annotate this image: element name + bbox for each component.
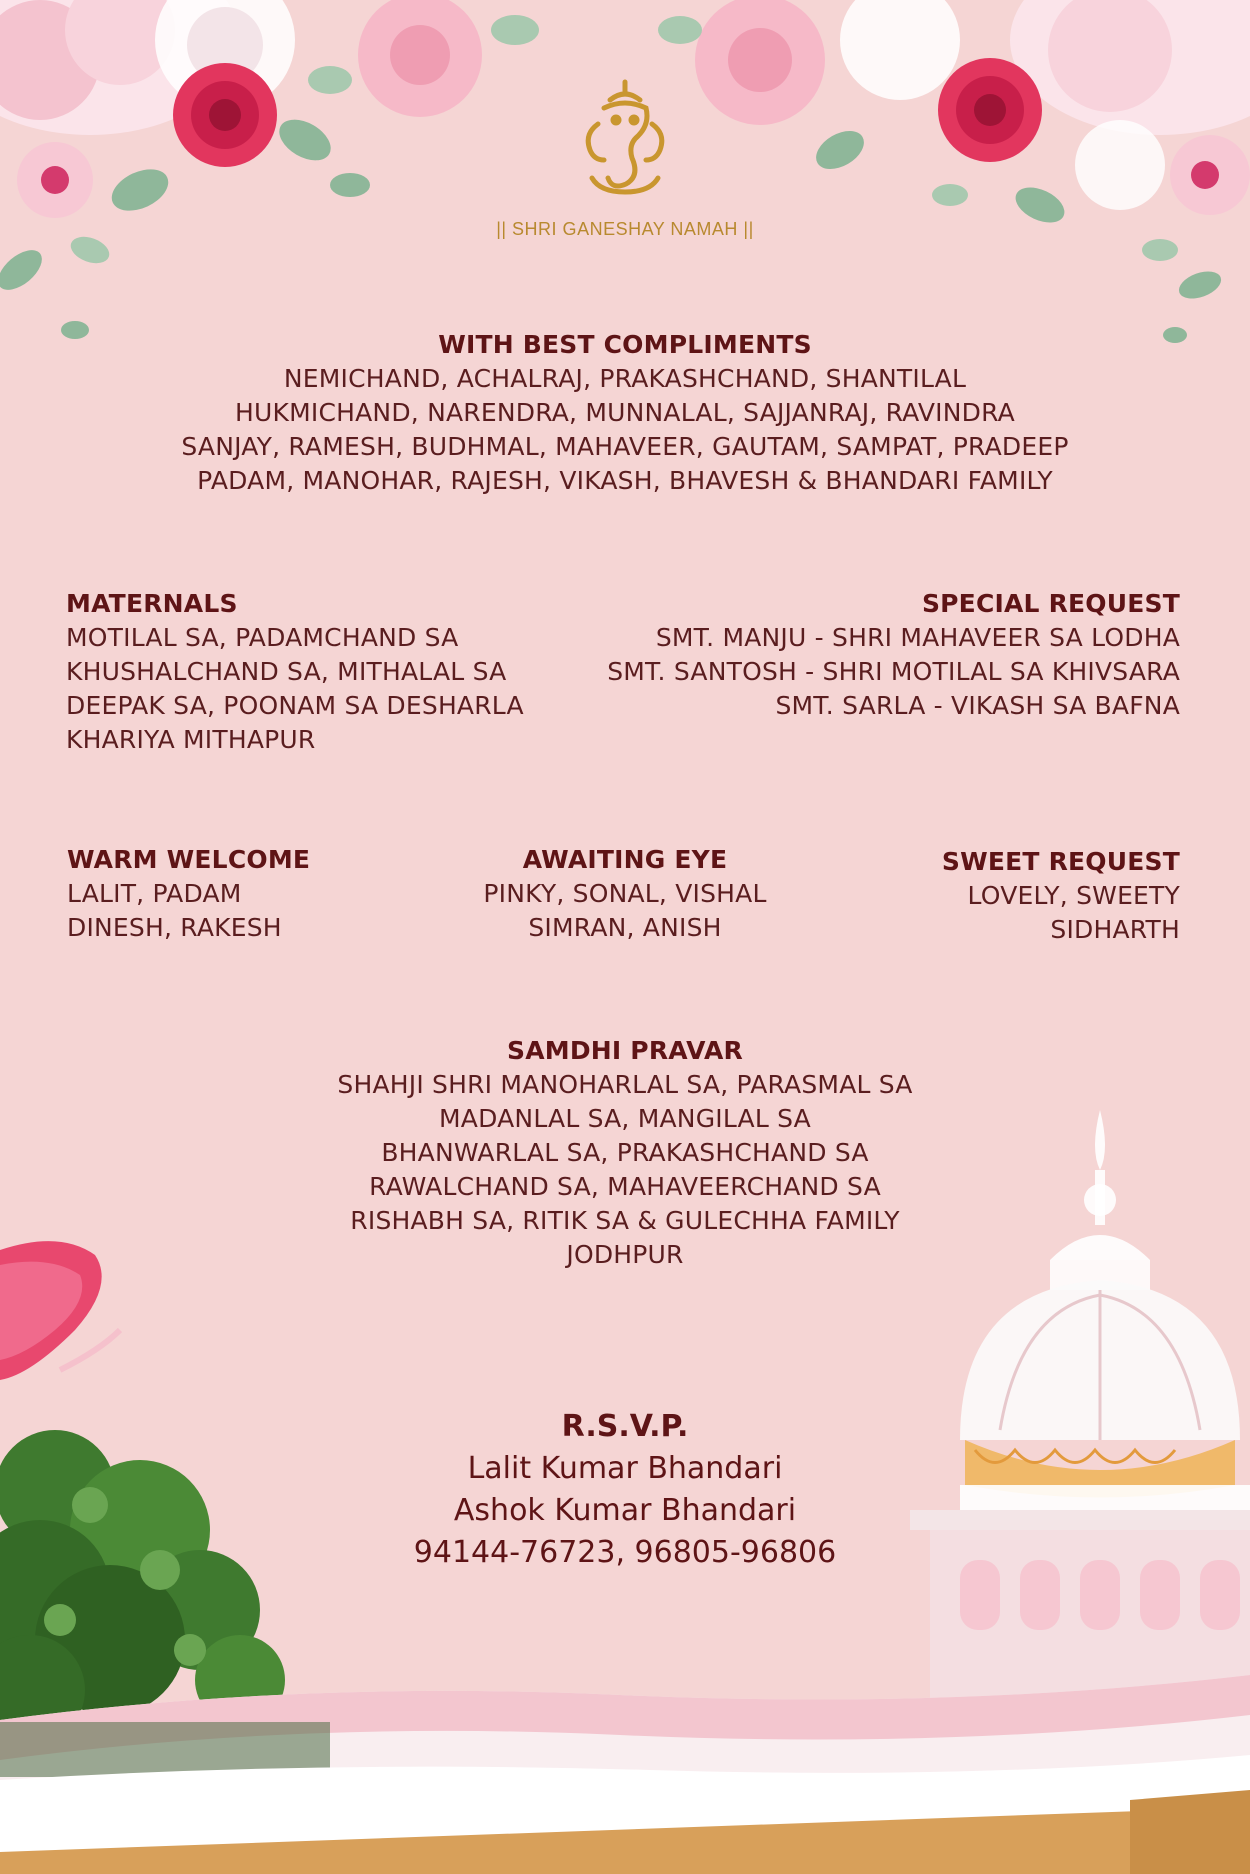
samdhi-pravar-section <box>0 1034 1250 1272</box>
special-request-line: SMT. SARLA - VIKASH SA BAFNA <box>775 691 1180 720</box>
special-request-line: SMT. SANTOSH - SHRI MOTILAL SA KHIVSARA <box>607 657 1180 686</box>
awaiting-eye-line: PINKY, SONAL, VISHAL <box>483 879 767 908</box>
special-request-line: SMT. MANJU - SHRI MAHAVEER SA LODHA <box>655 623 1180 652</box>
samdhi-pravar-line: JODHPUR <box>566 1240 684 1269</box>
special-request-section <box>607 587 1180 723</box>
compliments-title: WITH BEST COMPLIMENTS <box>438 330 812 359</box>
compliments-line: HUKMICHAND, NARENDRA, MUNNALAL, SAJJANRAJ, RAVINDRA <box>235 398 1015 427</box>
maternals-section <box>66 587 524 757</box>
maternals-line: KHUSHALCHAND SA, MITHALAL SA <box>66 657 507 686</box>
samdhi-pravar-line: MADANLAL SA, MANGILAL SA <box>439 1104 811 1133</box>
rsvp-title: R.S.V.P. <box>561 1409 689 1444</box>
rsvp-contact-name: Lalit Kumar Bhandari <box>467 1451 783 1486</box>
top-right-flower-cluster-icon <box>658 0 1250 343</box>
ganesha-icon <box>588 82 662 192</box>
samdhi-pravar-line: RISHABH SA, RITIK SA & GULECHHA FAMILY <box>350 1206 900 1235</box>
compliments-line: NEMICHAND, ACHALRAJ, PRAKASHCHAND, SHANTILAL <box>283 364 967 393</box>
compliments-line: SANJAY, RAMESH, BUDHMAL, MAHAVEER, GAUTAM, SAMPAT, PRADEEP <box>181 432 1069 461</box>
rsvp-phone-numbers: 94144-76723, 96805-96806 <box>413 1535 837 1570</box>
samdhi-pravar-line: BHANWARLAL SA, PRAKASHCHAND SA <box>381 1138 869 1167</box>
maternals-title: MATERNALS <box>66 589 238 618</box>
awaiting-eye-section <box>425 843 825 945</box>
awaiting-eye-title: AWAITING EYE <box>522 845 728 874</box>
lattice-wall-icon <box>0 1675 1250 1874</box>
samdhi-pravar-line: RAWALCHAND SA, MAHAVEERCHAND SA <box>369 1172 881 1201</box>
invocation-text: || SHRI GANESHAY NAMAH || <box>496 219 754 239</box>
special-request-title: SPECIAL REQUEST <box>921 589 1180 618</box>
compliments-section <box>0 328 1250 498</box>
rsvp-section <box>0 1406 1250 1574</box>
maternals-line: KHARIYA MITHAPUR <box>66 725 316 754</box>
samdhi-pravar-line: SHAHJI SHRI MANOHARLAL SA, PARASMAL SA <box>337 1070 913 1099</box>
warm-welcome-line: DINESH, RAKESH <box>67 913 282 942</box>
compliments-line: PADAM, MANOHAR, RAJESH, VIKASH, BHAVESH & BHANDARI FAMILY <box>197 466 1053 495</box>
top-left-flower-cluster-icon <box>0 0 539 339</box>
rsvp-contact-name: Ashok Kumar Bhandari <box>453 1493 797 1528</box>
maternals-line: DEEPAK SA, POONAM SA DESHARLA <box>66 691 524 720</box>
sweet-request-title: SWEET REQUEST <box>941 847 1180 876</box>
sweet-request-line: LOVELY, SWEETY <box>967 881 1180 910</box>
maternals-line: MOTILAL SA, PADAMCHAND SA <box>66 623 459 652</box>
sweet-request-line: SIDHARTH <box>1050 915 1180 944</box>
samdhi-pravar-title: SAMDHI PRAVAR <box>507 1036 743 1065</box>
awaiting-eye-line: SIMRAN, ANISH <box>528 913 722 942</box>
warm-welcome-title: WARM WELCOME <box>67 845 311 874</box>
sweet-request-section <box>942 845 1180 947</box>
warm-welcome-section <box>67 843 310 945</box>
warm-welcome-line: LALIT, PADAM <box>67 879 242 908</box>
